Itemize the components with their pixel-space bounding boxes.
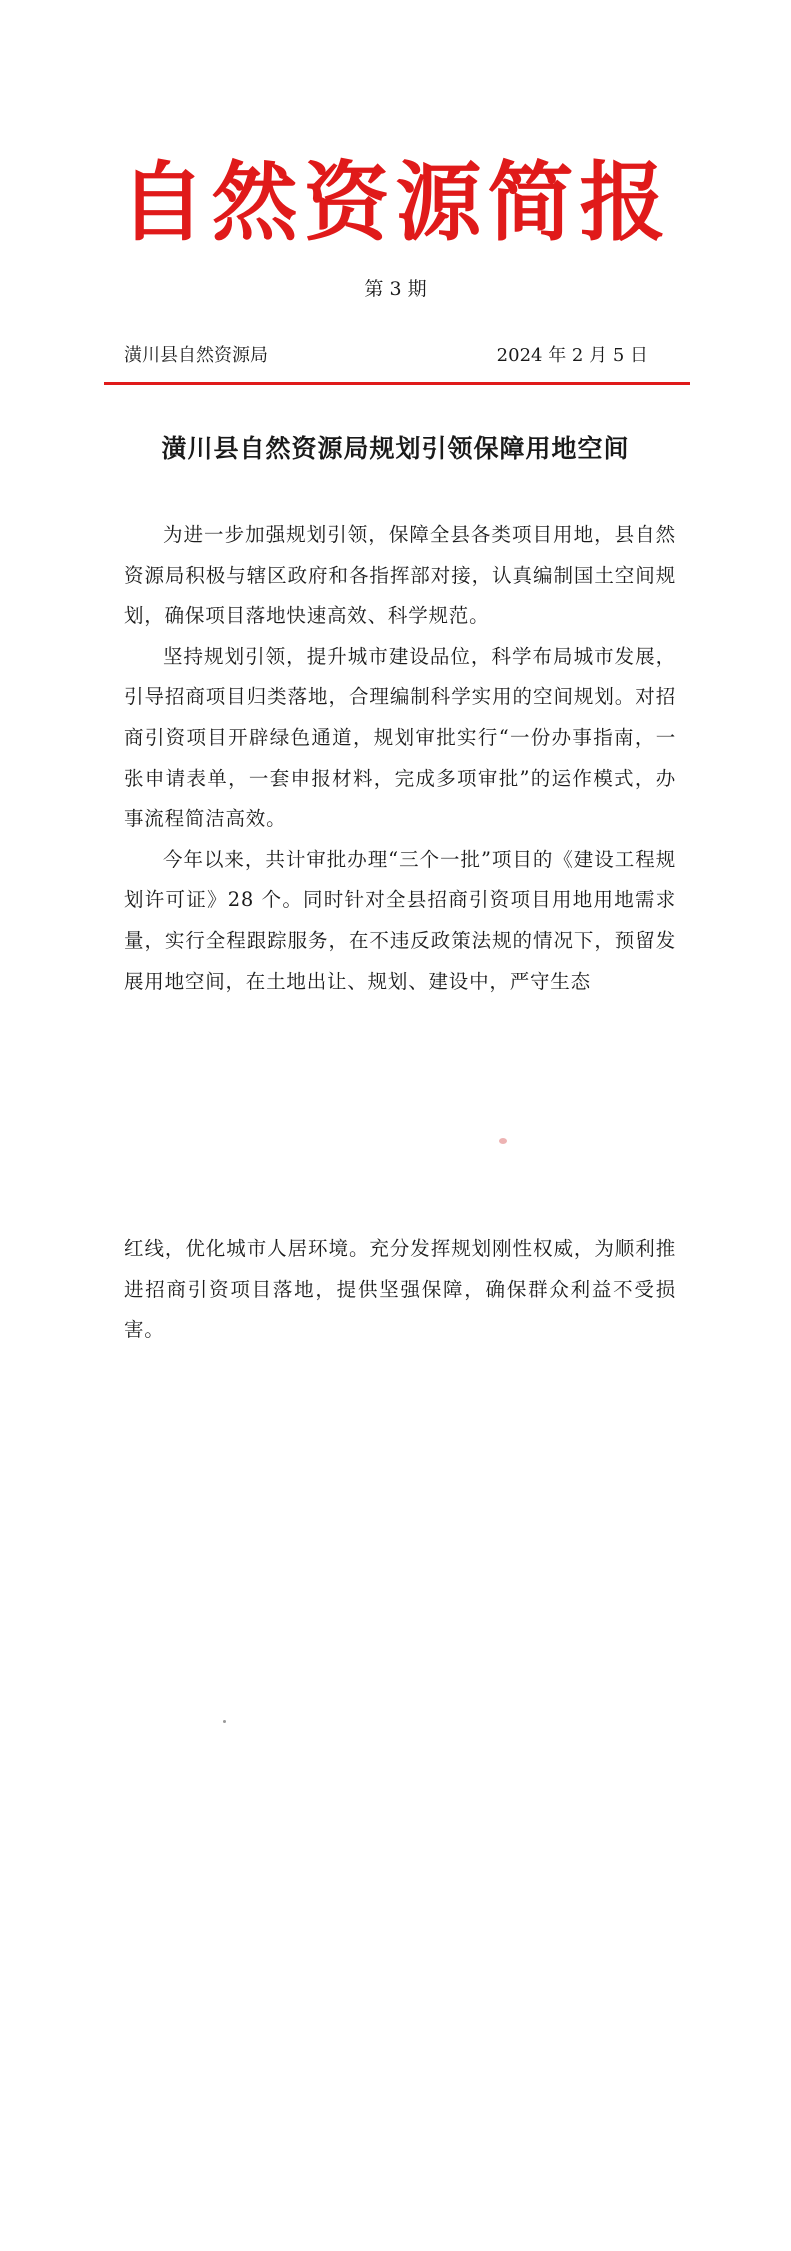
- article-paragraph-continuation: 红线，优化城市人居环境。充分发挥规划刚性权威，为顺利推进招商引资项目落地，提供坚强保障，确保群众利益不受损害。: [124, 1237, 676, 1342]
- article-paragraph: 为进一步加强规划引领，保障全县各类项目用地，县自然资源局积极与辖区政府和各指挥部对接，认真编制国土空间规划，确保项目落地快速高效、科学规范。: [124, 523, 676, 628]
- red-divider-line: [104, 382, 690, 385]
- scan-speck: [499, 1138, 507, 1144]
- issue-number: 第 3 期: [364, 278, 427, 300]
- publish-date: 2024 年 2 月 5 日: [496, 345, 648, 366]
- article-body: [124, 515, 676, 1002]
- publisher-name: 潢川县自然资源局: [124, 345, 268, 366]
- article-headline: 潢川县自然资源局规划引领保障用地空间: [161, 434, 630, 463]
- bulletin-masthead-title: 自然资源简报: [119, 152, 672, 253]
- article-paragraph: 今年以来，共计审批办理“三个一批”项目的《建设工程规划许可证》28 个。同时针对全县招商引资项目用地用地需求量，实行全程跟踪服务，在不违反政策法规的情况下，预留发展用地空间，在土地出让、规划、建设中，严守生态: [124, 847, 676, 993]
- article-body-continued: [124, 1229, 676, 1351]
- scan-dot: [223, 1720, 226, 1723]
- article-paragraph: 坚持规划引领，提升城市建设品位，科学布局城市发展，引导招商项目归类落地，合理编制科学实用的空间规划。对招商引资项目开辟绿色通道，规划审批实行“一份办事指南，一张申请表单，一套申报材料，完成多项审批”的运作模式，办事流程简洁高效。: [124, 644, 676, 831]
